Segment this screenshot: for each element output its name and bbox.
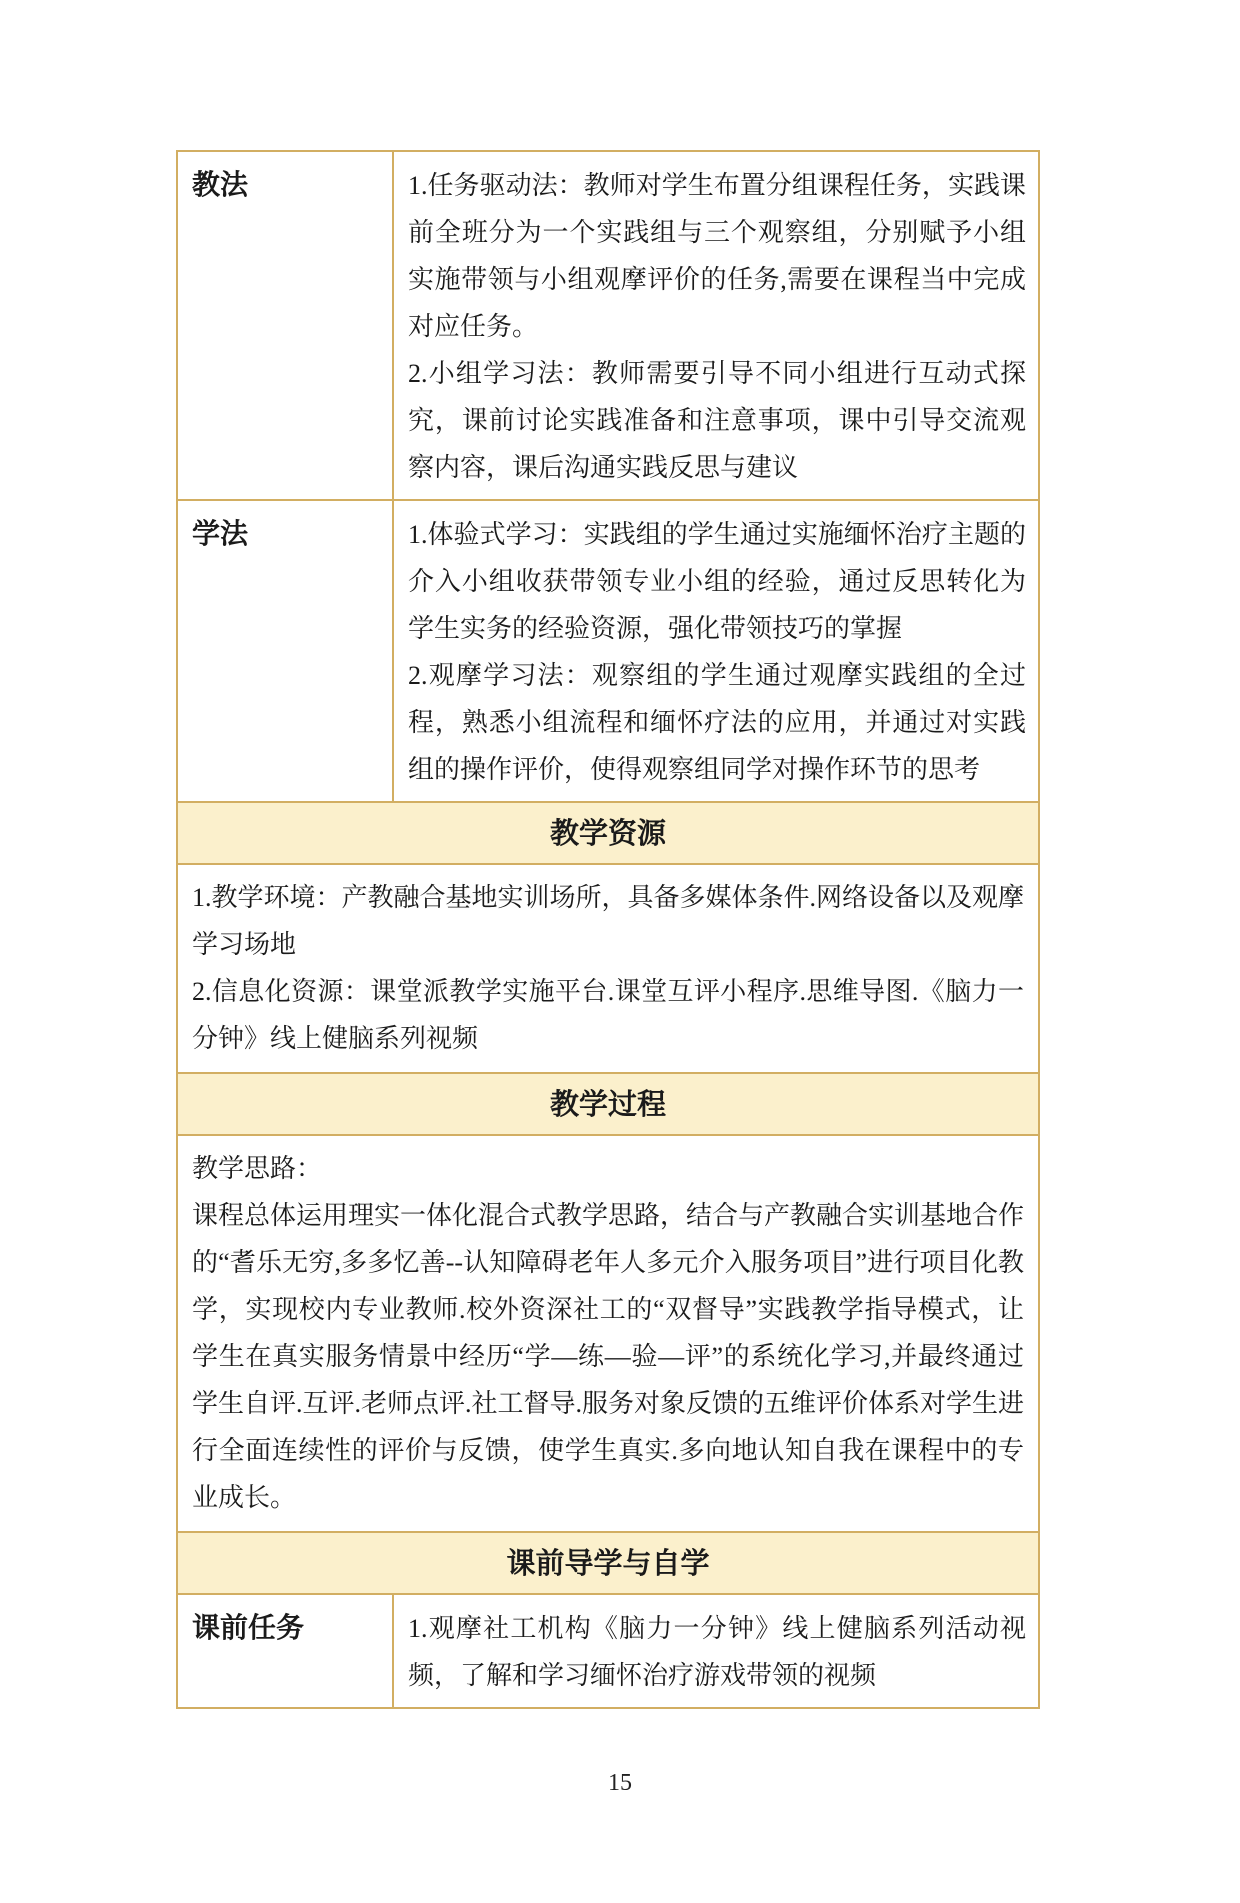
paragraph: 教学思路： — [192, 1154, 323, 1183]
paragraph: 1.任务驱动法：教师对学生布置分组课程任务，实践课前全班分为一个实践组与三个观察组，分别赋予小组实施带领与小组观摩评价的任务,需要在课程当中完成对应任务。 — [408, 171, 1026, 341]
document-page — [0, 150, 1240, 1903]
row-preclass-task-content — [394, 1595, 1038, 1707]
paragraph: 2.信息化资源：课堂派教学实施平台.课堂互评小程序.思维导图.《脑力一分钟》线上健脑系列视频 — [192, 977, 1024, 1053]
row-label: 教法 — [192, 169, 249, 200]
row-label: 学法 — [192, 518, 249, 549]
section-title: 课前导学与自学 — [506, 1548, 710, 1580]
block-teaching-resources — [178, 863, 1038, 1072]
page-number: 15 — [608, 1770, 632, 1796]
paragraph: 1.体验式学习：实践组的学生通过实施缅怀治疗主题的介入小组收获带领专业小组的经验，通过反思转化为学生实务的经验资源，强化带领技巧的掌握 — [408, 520, 1026, 643]
row-learning-method-label-cell — [178, 501, 394, 801]
section-title: 教学资源 — [549, 818, 666, 850]
section-title: 教学过程 — [549, 1089, 666, 1121]
paragraph: 2.小组学习法：教师需要引导不同小组进行互动式探究，课前讨论实践准备和注意事项，课中引导交流观察内容，课后沟通实践反思与建议 — [408, 359, 1026, 482]
row-learning-method-content — [394, 501, 1038, 801]
row-learning-method — [178, 499, 1038, 801]
section-header-teaching-resources — [178, 801, 1038, 863]
row-label: 课前任务 — [192, 1612, 305, 1643]
row-teaching-method-content — [394, 152, 1038, 499]
paragraph: 1.教学环境：产教融合基地实训场所，具备多媒体条件.网络设备以及观摩学习场地 — [192, 883, 1025, 959]
block-teaching-process — [178, 1134, 1038, 1531]
row-preclass-task — [178, 1593, 1038, 1707]
section-header-preclass-guided-learning — [178, 1531, 1038, 1593]
row-teaching-method — [178, 152, 1038, 499]
row-teaching-method-label-cell — [178, 152, 394, 499]
row-preclass-task-label-cell — [178, 1595, 394, 1707]
section-header-teaching-process — [178, 1072, 1038, 1134]
lesson-plan-table — [176, 150, 1040, 1709]
paragraph: 2.观摩学习法：观察组的学生通过观摩实践组的全过程，熟悉小组流程和缅怀疗法的应用，并通过对实践组的操作评价，使得观察组同学对操作环节的思考 — [408, 661, 1026, 784]
paragraph: 1.观摩社工机构《脑力一分钟》线上健脑系列活动视频，了解和学习缅怀治疗游戏带领的视频 — [408, 1614, 1026, 1690]
paragraph: 课程总体运用理实一体化混合式教学思路，结合与产教融合实训基地合作的“耆乐无穷,多多忆善--认知障碍老年人多元介入服务项目”进行项目化教学，实现校内专业教师.校外资深社工的“双督导”实践教学指导模式，让学生在真实服务情景中经历“学—练—验—评”的系统化学习,并最终通过学生自评.互评.老师点评.社工督导.服务对象反馈的五维评价体系对学生进行全面连续性的评价与反馈，使学生真实.多向地认知自我在课程中的专业成长。 — [192, 1201, 1025, 1512]
